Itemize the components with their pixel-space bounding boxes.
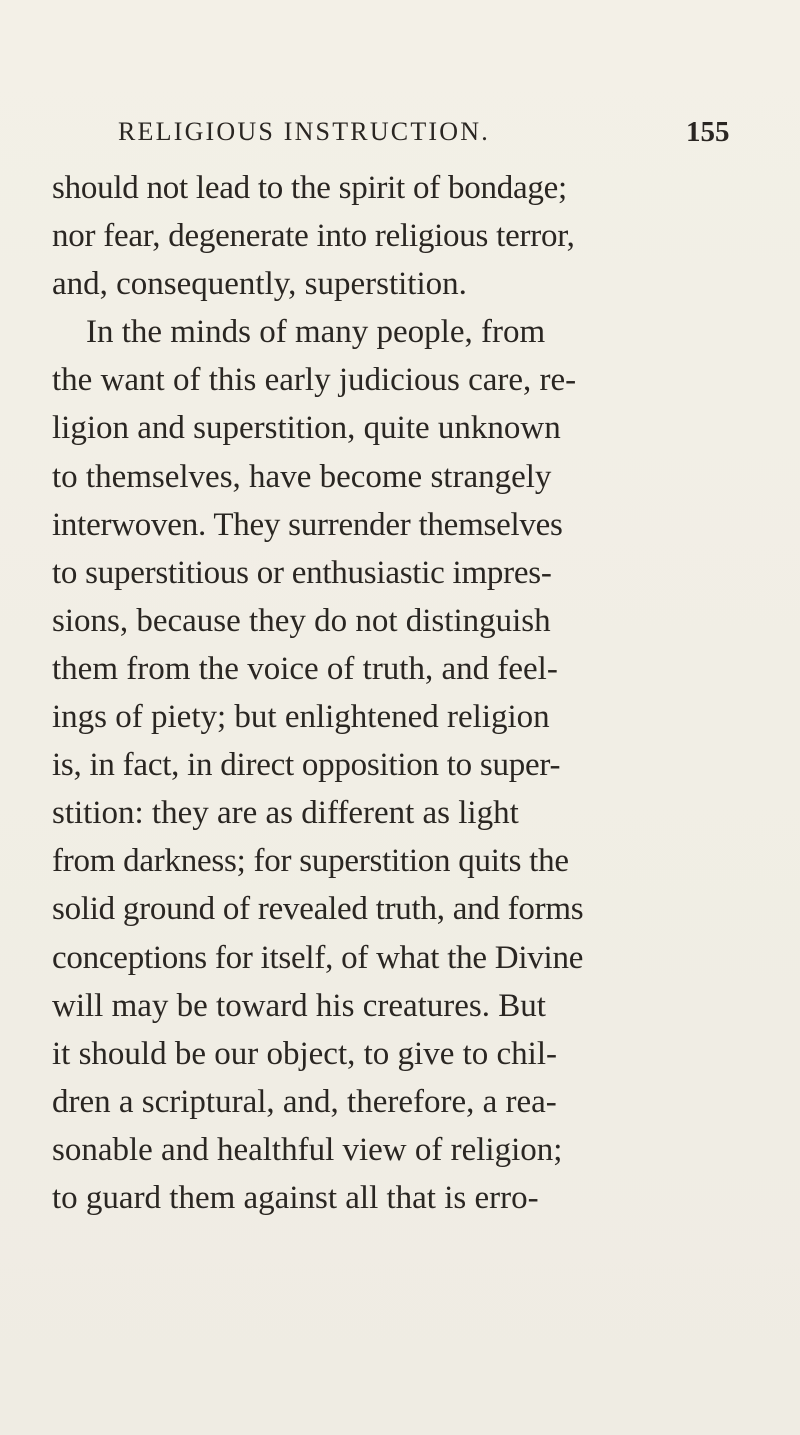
- text-line: nor fear, degenerate into religious terror,: [52, 218, 575, 255]
- text-line: should not lead to the spirit of bondage;: [52, 170, 567, 206]
- text-line: them from the voice of truth, and feel-: [52, 650, 558, 687]
- text-line: to superstitious or enthusiastic impres-: [52, 554, 552, 591]
- text-line: the want of this early judicious care, re-: [52, 362, 577, 399]
- text-line: ligion and superstition, quite unknown: [52, 410, 561, 447]
- paragraph-start-line: In the minds of many people, from: [86, 314, 546, 351]
- running-head-title: RELIGIOUS INSTRUCTION.: [118, 117, 490, 146]
- text-line: sions, because they do not distinguish: [52, 602, 551, 639]
- text-line: will may be toward his creatures. But: [52, 987, 546, 1024]
- body-text: [52, 164, 752, 1222]
- text-line: it should be our object, to give to chil-: [52, 1035, 557, 1072]
- text-line: solid ground of revealed truth, and forms: [52, 891, 584, 928]
- text-line: is, in fact, in direct opposition to super-: [52, 747, 561, 784]
- text-line: to themselves, have become strangely: [52, 458, 552, 495]
- text-line: ings of piety; but enlightened religion: [52, 699, 550, 736]
- text-line: sonable and healthful view of religion;: [52, 1131, 563, 1168]
- text-line: dren a scriptural, and, therefore, a rea-: [52, 1083, 557, 1120]
- running-header: [0, 110, 800, 154]
- text-line: to guard them against all that is erro-: [52, 1179, 539, 1216]
- text-line: interwoven. They surrender themselves: [52, 506, 563, 543]
- text-line: from darkness; for superstition quits the: [52, 843, 569, 880]
- page-number: 155: [686, 116, 730, 148]
- text-line: stition: they are as different as light: [52, 795, 519, 832]
- text-line: conceptions for itself, of what the Divine: [52, 939, 584, 976]
- text-line: and, consequently, superstition.: [52, 266, 467, 303]
